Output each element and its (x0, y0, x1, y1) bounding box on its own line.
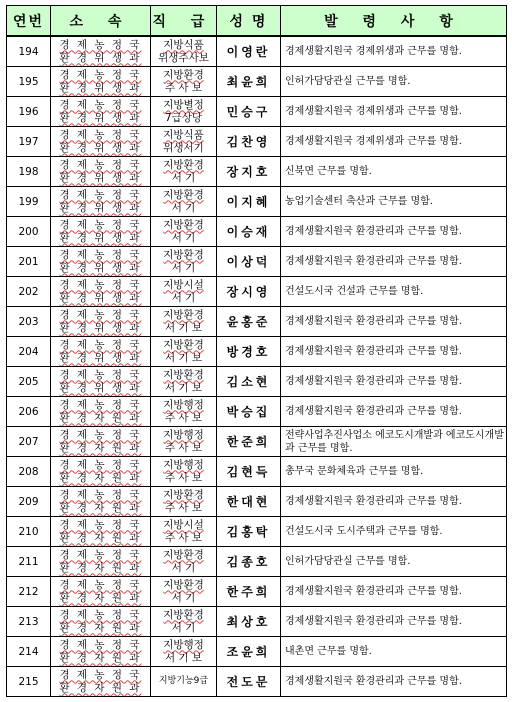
department-line: 환 경 위 생 과 (59, 51, 142, 64)
rank-line: 지방환경 (163, 158, 204, 171)
cell-department (51, 187, 151, 217)
cell-serial-number: 194 (7, 36, 51, 67)
cell-department (51, 367, 151, 397)
table-row (7, 427, 507, 457)
cell-department (51, 157, 151, 187)
table-row (7, 187, 507, 217)
rank-line: 지방기능9급 (158, 676, 209, 686)
department-line: 경 제 농 정 국 (59, 68, 142, 81)
table-body (7, 36, 507, 697)
appointment-document (6, 5, 506, 697)
department-line: 환 경 위 생 과 (59, 381, 142, 394)
rank-line: 위생서기 (163, 141, 204, 154)
cell-appointment: 경제생활지원국 환경관리과 근무를 명함. (281, 337, 507, 367)
table-row (7, 667, 507, 697)
cell-serial-number: 197 (7, 127, 51, 157)
rank-line: 서 기 (171, 201, 196, 214)
cell-department (51, 607, 151, 637)
cell-appointment: 인허가담당관실 근무를 명함. (281, 67, 507, 97)
table-row (7, 397, 507, 427)
cell-serial-number: 210 (7, 517, 51, 547)
cell-serial-number: 209 (7, 487, 51, 517)
cell-serial-number: 201 (7, 247, 51, 277)
rank-line: 지방환경 (163, 308, 204, 321)
rank-line: 지방환경 (163, 608, 204, 621)
cell-serial-number: 211 (7, 547, 51, 577)
cell-department (51, 667, 151, 697)
department-line: 환 경 자 원 과 (59, 531, 142, 544)
department-line: 환 경 자 원 과 (59, 411, 142, 424)
cell-rank (151, 247, 217, 277)
department-line: 경 제 농 정 국 (59, 488, 142, 501)
cell-department (51, 337, 151, 367)
cell-serial-number: 198 (7, 157, 51, 187)
cell-appointment: 경제생활지원국 경제위생과 근무를 명함. (281, 36, 507, 67)
cell-appointment: 건설도시국 도시주택과 근무를 명함. (281, 517, 507, 547)
rank-line: 주 사 보 (164, 471, 203, 484)
cell-appointment: 경제생활지원국 환경관리과 근무를 명함. (281, 217, 507, 247)
department-line: 경 제 농 정 국 (59, 458, 142, 471)
department-line: 경 제 농 정 국 (59, 278, 142, 291)
header-department: 소 속 (51, 6, 151, 37)
cell-rank (151, 187, 217, 217)
cell-appointment: 인허가담당관실 근무를 명함. (281, 547, 507, 577)
cell-rank (151, 427, 217, 457)
cell-appointment: 전략사업추진사업소 에코도시개발과 에코도시개발과 근무를 명함. (281, 427, 507, 457)
rank-line: 서 기 보 (164, 351, 203, 364)
department-line: 환 경 자 원 과 (59, 471, 142, 484)
table-row (7, 487, 507, 517)
table-row (7, 97, 507, 127)
rank-line: 서 기 보 (164, 381, 203, 394)
cell-name: 김홍탁 (217, 517, 281, 547)
header-name: 성 명 (217, 6, 281, 37)
table-row (7, 577, 507, 607)
cell-name: 최윤희 (217, 67, 281, 97)
rank-line: 지방환경 (163, 68, 204, 81)
cell-appointment: 내촌면 근무를 명함. (281, 637, 507, 667)
cell-rank (151, 217, 217, 247)
department-line: 환 경 위 생 과 (59, 111, 142, 124)
cell-name: 한준희 (217, 427, 281, 457)
cell-serial-number: 199 (7, 187, 51, 217)
department-line: 경 제 농 정 국 (59, 248, 142, 261)
cell-serial-number: 195 (7, 67, 51, 97)
rank-line: 서 기 (171, 261, 196, 274)
cell-name: 한대현 (217, 487, 281, 517)
rank-line: 주 사 보 (164, 501, 203, 514)
cell-name: 김종호 (217, 547, 281, 577)
cell-rank (151, 337, 217, 367)
department-line: 경 제 농 정 국 (59, 608, 142, 621)
rank-line: 주 사 보 (164, 531, 203, 544)
department-line: 경 제 농 정 국 (59, 578, 142, 591)
department-line: 환 경 위 생 과 (59, 261, 142, 274)
rank-line: 지방환경 (163, 338, 204, 351)
department-line: 환 경 위 생 과 (59, 171, 142, 184)
department-line: 환 경 자 원 과 (59, 501, 142, 514)
cell-name: 김찬영 (217, 127, 281, 157)
table-row (7, 637, 507, 667)
rank-line: 서 기 (171, 291, 196, 304)
department-line: 경 제 농 정 국 (59, 308, 142, 321)
rank-line: 지방식품 (163, 38, 204, 51)
cell-department (51, 307, 151, 337)
department-line: 경 제 농 정 국 (59, 218, 142, 231)
rank-line: 지방행정 (163, 638, 204, 651)
cell-department (51, 97, 151, 127)
cell-department (51, 487, 151, 517)
department-line: 환 경 자 원 과 (59, 681, 142, 694)
cell-name: 윤홍준 (217, 307, 281, 337)
cell-serial-number: 213 (7, 607, 51, 637)
cell-department (51, 457, 151, 487)
table-row (7, 127, 507, 157)
cell-rank (151, 667, 217, 697)
table-row (7, 547, 507, 577)
cell-rank (151, 367, 217, 397)
rank-line: 지방시설 (163, 518, 204, 531)
table-row (7, 367, 507, 397)
header-appointment: 발 령 사 항 (281, 6, 507, 37)
cell-appointment: 경제생활지원국 환경관리과 근무를 명함. (281, 577, 507, 607)
table-row (7, 607, 507, 637)
cell-name: 이지혜 (217, 187, 281, 217)
rank-line: 서 기 (171, 231, 196, 244)
rank-line: 서 기 보 (164, 651, 203, 664)
cell-department (51, 637, 151, 667)
department-line: 경 제 농 정 국 (59, 98, 142, 111)
cell-serial-number: 214 (7, 637, 51, 667)
cell-rank (151, 607, 217, 637)
cell-name: 박승집 (217, 397, 281, 427)
table-row (7, 67, 507, 97)
cell-department (51, 36, 151, 67)
cell-appointment: 경제생활지원국 경제위생과 근무를 명함. (281, 97, 507, 127)
department-line: 환 경 자 원 과 (59, 441, 142, 454)
department-line: 환 경 자 원 과 (59, 651, 142, 664)
rank-line: 지방환경 (163, 488, 204, 501)
cell-rank (151, 637, 217, 667)
cell-serial-number: 205 (7, 367, 51, 397)
cell-department (51, 247, 151, 277)
cell-rank (151, 36, 217, 67)
cell-name: 민승구 (217, 97, 281, 127)
table-row (7, 157, 507, 187)
cell-appointment: 경제생활지원국 경제위생과 근무를 명함. (281, 127, 507, 157)
cell-rank (151, 517, 217, 547)
department-line: 경 제 농 정 국 (59, 668, 142, 681)
rank-line: 지방환경 (163, 188, 204, 201)
cell-appointment: 경제생활지원국 환경관리과 근무를 명함. (281, 367, 507, 397)
cell-appointment: 경제생활지원국 환경관리과 근무를 명함. (281, 487, 507, 517)
rank-line: 지방환경 (163, 548, 204, 561)
department-line: 환 경 위 생 과 (59, 201, 142, 214)
cell-rank (151, 97, 217, 127)
rank-line: 지방환경 (163, 578, 204, 591)
cell-name: 전도문 (217, 667, 281, 697)
cell-department (51, 517, 151, 547)
rank-line: 주 사 보 (164, 411, 203, 424)
cell-department (51, 397, 151, 427)
cell-serial-number: 196 (7, 97, 51, 127)
cell-name: 방경호 (217, 337, 281, 367)
cell-appointment: 신북면 근무를 명함. (281, 157, 507, 187)
department-line: 경 제 농 정 국 (59, 398, 142, 411)
cell-name: 김현득 (217, 457, 281, 487)
cell-name: 이영란 (217, 36, 281, 67)
department-line: 경 제 농 정 국 (59, 368, 142, 381)
cell-department (51, 547, 151, 577)
cell-rank (151, 127, 217, 157)
table-row (7, 517, 507, 547)
cell-department (51, 277, 151, 307)
department-line: 환 경 자 원 과 (59, 591, 142, 604)
department-line: 경 제 농 정 국 (59, 188, 142, 201)
rank-line: 7급상당 (164, 111, 203, 124)
cell-department (51, 427, 151, 457)
department-line: 경 제 농 정 국 (59, 518, 142, 531)
cell-rank (151, 547, 217, 577)
rank-line: 지방행정 (163, 458, 204, 471)
cell-appointment: 농업기술센터 축산과 근무를 명함. (281, 187, 507, 217)
department-line: 경 제 농 정 국 (59, 128, 142, 141)
cell-name: 장지호 (217, 157, 281, 187)
cell-serial-number: 202 (7, 277, 51, 307)
cell-serial-number: 204 (7, 337, 51, 367)
department-line: 경 제 농 정 국 (59, 638, 142, 651)
cell-rank (151, 487, 217, 517)
cell-rank (151, 67, 217, 97)
rank-line: 서 기 (171, 591, 196, 604)
department-line: 환 경 위 생 과 (59, 231, 142, 244)
rank-line: 서 기 보 (164, 321, 203, 334)
rank-line: 지방별정 (163, 98, 204, 111)
cell-appointment: 경제생활지원국 환경관리과 근무를 명함. (281, 667, 507, 697)
cell-name: 이승재 (217, 217, 281, 247)
rank-line: 지방시설 (163, 278, 204, 291)
rank-line: 주 사 보 (164, 441, 203, 454)
cell-appointment: 경제생활지원국 환경관리과 근무를 명함. (281, 397, 507, 427)
cell-department (51, 217, 151, 247)
cell-serial-number: 206 (7, 397, 51, 427)
table-row (7, 36, 507, 67)
rank-line: 주 사 보 (164, 81, 203, 94)
rank-line: 서 기 (171, 171, 196, 184)
cell-name: 한주희 (217, 577, 281, 607)
department-line: 경 제 농 정 국 (59, 548, 142, 561)
table-row (7, 337, 507, 367)
cell-department (51, 577, 151, 607)
table-header-row (7, 6, 507, 37)
department-line: 환 경 위 생 과 (59, 321, 142, 334)
cell-serial-number: 215 (7, 667, 51, 697)
rank-line: 위생주사보 (158, 51, 209, 64)
table-row (7, 277, 507, 307)
cell-appointment: 총무국 문화체육과 근무를 명함. (281, 457, 507, 487)
cell-department (51, 67, 151, 97)
cell-serial-number: 208 (7, 457, 51, 487)
table-row (7, 457, 507, 487)
appointment-table (6, 5, 507, 697)
cell-appointment: 경제생활지원국 환경관리과 근무를 명함. (281, 247, 507, 277)
cell-name: 이상덕 (217, 247, 281, 277)
cell-name: 김소현 (217, 367, 281, 397)
department-line: 경 제 농 정 국 (59, 338, 142, 351)
table-row (7, 307, 507, 337)
cell-appointment: 경제생활지원국 환경관리과 근무를 명함. (281, 607, 507, 637)
department-line: 환 경 자 원 과 (59, 621, 142, 634)
cell-appointment: 경제생활지원국 환경관리과 근무를 명함. (281, 307, 507, 337)
department-line: 환 경 위 생 과 (59, 141, 142, 154)
cell-serial-number: 212 (7, 577, 51, 607)
cell-rank (151, 577, 217, 607)
rank-line: 지방환경 (163, 368, 204, 381)
cell-rank (151, 457, 217, 487)
cell-rank (151, 307, 217, 337)
rank-line: 지방환경 (163, 218, 204, 231)
cell-name: 조윤희 (217, 637, 281, 667)
cell-serial-number: 200 (7, 217, 51, 247)
cell-serial-number: 203 (7, 307, 51, 337)
table-row (7, 217, 507, 247)
department-line: 환 경 자 원 과 (59, 561, 142, 574)
department-line: 환 경 위 생 과 (59, 291, 142, 304)
header-rank: 직 급 (151, 6, 217, 37)
cell-department (51, 127, 151, 157)
department-line: 환 경 위 생 과 (59, 81, 142, 94)
cell-rank (151, 397, 217, 427)
cell-name: 장시영 (217, 277, 281, 307)
department-line: 경 제 농 정 국 (59, 158, 142, 171)
cell-rank (151, 157, 217, 187)
department-line: 경 제 농 정 국 (59, 428, 142, 441)
rank-line: 서 기 (171, 561, 196, 574)
rank-line: 지방식품 (163, 128, 204, 141)
rank-line: 지방환경 (163, 248, 204, 261)
rank-line: 지방행정 (163, 398, 204, 411)
department-line: 환 경 위 생 과 (59, 351, 142, 364)
header-serial-number: 연번 (7, 6, 51, 37)
cell-serial-number: 207 (7, 427, 51, 457)
table-row (7, 247, 507, 277)
cell-rank (151, 277, 217, 307)
rank-line: 지방행정 (163, 428, 204, 441)
rank-line: 서 기 (171, 621, 196, 634)
cell-name: 최상호 (217, 607, 281, 637)
department-line: 경 제 농 정 국 (59, 38, 142, 51)
cell-appointment: 건설도시국 건설과 근무를 명함. (281, 277, 507, 307)
